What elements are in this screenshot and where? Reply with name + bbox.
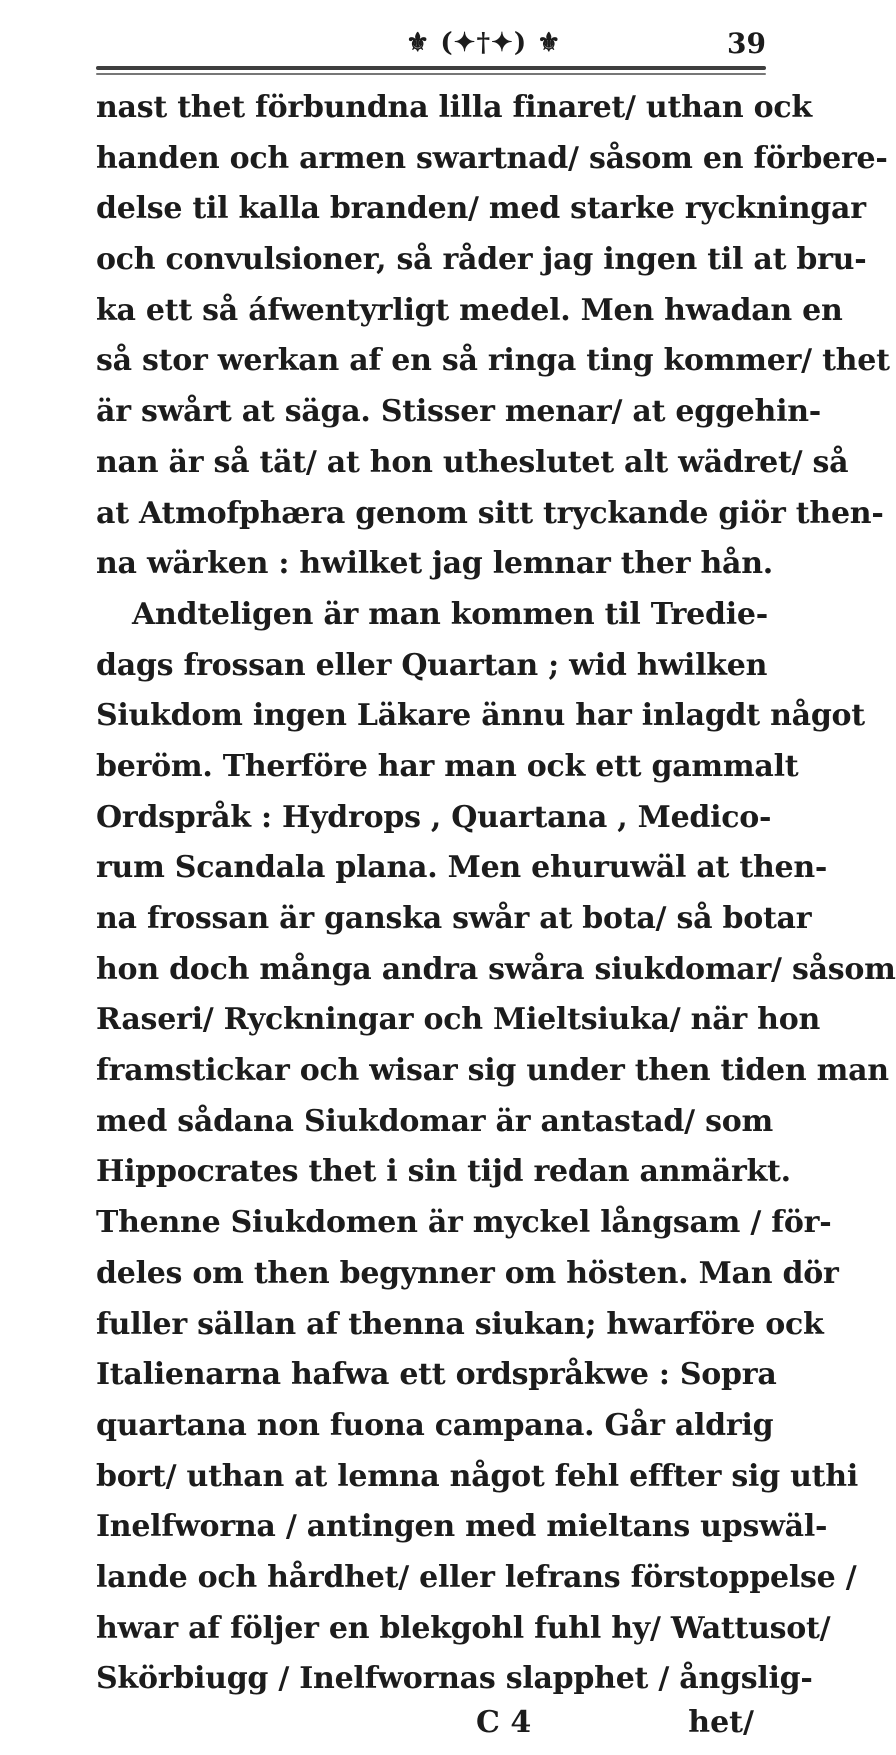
text-line: at Atmofphæra genom sitt tryckande giör then- bbox=[96, 495, 884, 531]
header-rule-thin bbox=[96, 73, 766, 75]
text-line: ka ett så áfwentyrligt medel. Men hwadan en bbox=[96, 292, 843, 328]
text-line: Ordspråk : Hydrops , Quartana , Medico- bbox=[96, 799, 772, 835]
text-line: Thenne Siukdomen är myckel långsam / för- bbox=[96, 1205, 832, 1241]
text-line: quartana non fuona campana. Går aldrig bbox=[96, 1407, 774, 1443]
text-line: är swårt at säga. Stisser menar/ at eggehin- bbox=[96, 394, 821, 430]
running-header bbox=[96, 16, 766, 62]
text-line: fuller sällan af thenna siukan; hwarföre ock bbox=[96, 1306, 824, 1342]
header-rule bbox=[96, 66, 766, 70]
text-line: dags frossan eller Quartan ; wid hwilken bbox=[96, 647, 768, 683]
text-line: Inelfworna / antingen med mieltans upswäl- bbox=[96, 1509, 828, 1545]
text-line: hwar af följer en blekgohl fuhl hy/ Wattusot/ bbox=[96, 1610, 831, 1646]
text-line: Hippocrates thet i sin tijd redan anmärkt. bbox=[96, 1154, 791, 1190]
text-line: Andteligen är man kommen til Tredie- bbox=[132, 596, 768, 632]
text-line: Raseri/ Ryckningar och Mieltsiuka/ när hon bbox=[96, 1002, 821, 1038]
text-line: Italienarna hafwa ett ordspråkwe : Sopra bbox=[96, 1357, 777, 1393]
catchword: het/ bbox=[688, 1705, 754, 1740]
text-line: med sådana Siukdomar är antastad/ som bbox=[96, 1103, 773, 1139]
text-line: nan är så tät/ at hon utheslutet alt wädret/ så bbox=[96, 444, 849, 480]
text-line: bort/ uthan at lemna något fehl effter sig uthi bbox=[96, 1458, 858, 1494]
page-footer bbox=[96, 1705, 766, 1755]
signature-mark: C 4 bbox=[476, 1705, 532, 1740]
text-line: framstickar och wisar sig under then tiden man bbox=[96, 1053, 889, 1089]
text-line: och convulsioner, så råder jag ingen til at bru- bbox=[96, 242, 867, 278]
body-text bbox=[96, 83, 896, 1705]
text-line: nast thet förbundna lilla finaret/ uthan ock bbox=[96, 90, 812, 125]
text-line: Siukdom ingen Läkare ännu har inlagdt något bbox=[96, 698, 865, 734]
text-line: handen och armen swartnad/ såsom en förbere- bbox=[96, 140, 888, 176]
text-line: Skörbiugg / Inelfwornas slapphet / ångslig- bbox=[96, 1661, 813, 1697]
text-line: så stor werkan af en så ringa ting kommer/ thet bbox=[96, 343, 890, 379]
page-number: 39 bbox=[727, 27, 766, 60]
text-line: deles om then begynner om hösten. Man dör bbox=[96, 1255, 839, 1291]
text-line: rum Scandala plana. Men ehuruwäl at then- bbox=[96, 850, 828, 886]
header-ornament: ⚜ (✦†✦) ⚜ bbox=[406, 28, 562, 58]
text-line: lande och hårdhet/ eller lefrans förstoppelse / bbox=[96, 1559, 857, 1595]
text-line: na frossan är ganska swår at bota/ så botar bbox=[96, 901, 812, 936]
text-line: beröm. Therföre har man ock ett gammalt bbox=[96, 748, 799, 784]
text-line: delse til kalla branden/ med starke ryckningar bbox=[96, 191, 866, 227]
text-line: na wärken : hwilket jag lemnar ther hån. bbox=[96, 546, 773, 582]
text-line: hon doch många andra swåra siukdomar/ såsom bbox=[96, 951, 896, 987]
